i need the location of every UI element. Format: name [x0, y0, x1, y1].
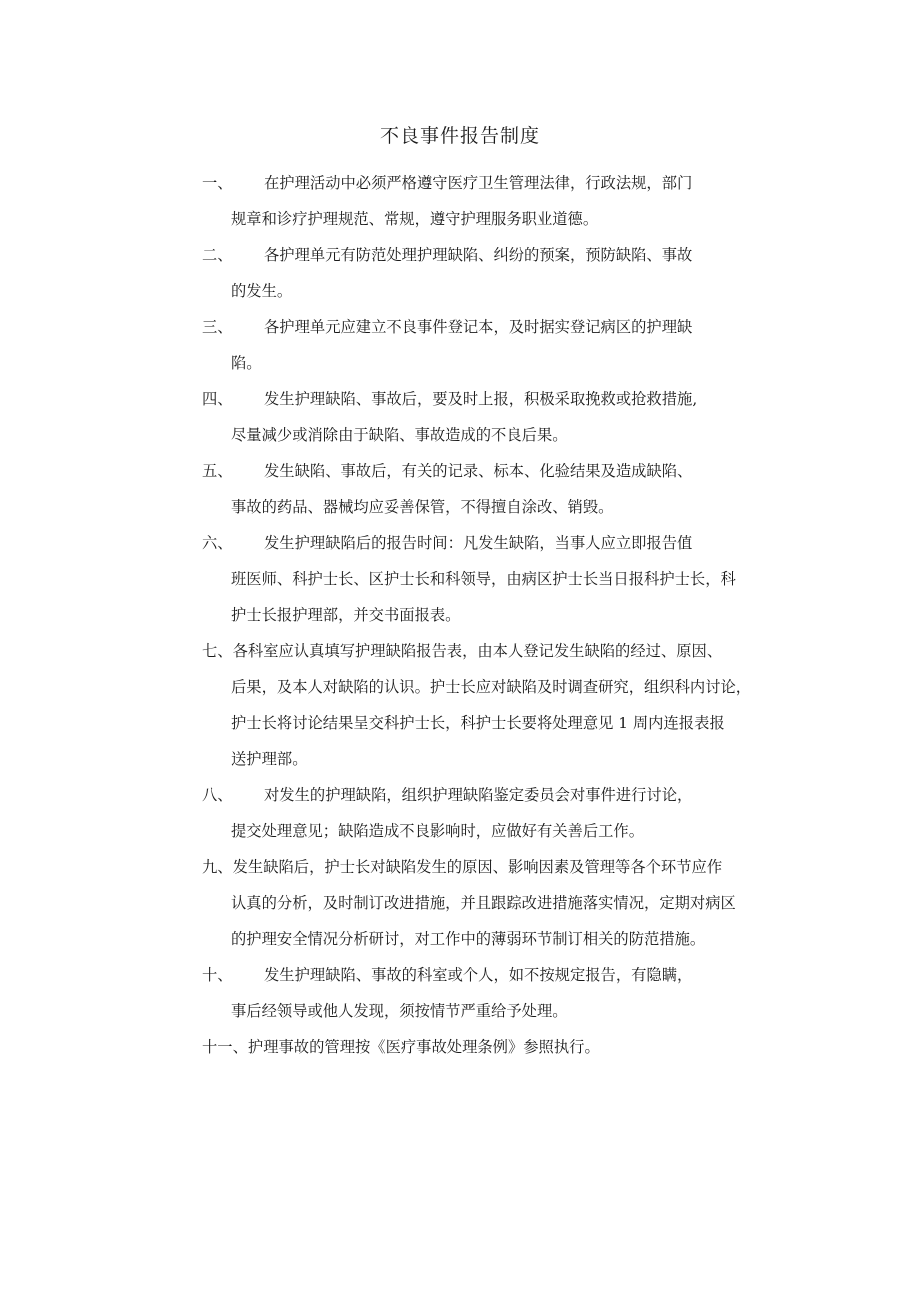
- item-first-line: [202, 525, 802, 561]
- item-text: 各护理单元有防范处理护理缺陷、纠纷的预案，预防缺陷、事故: [264, 246, 693, 264]
- regulation-item: [202, 453, 802, 525]
- item-continuation-line: [202, 201, 802, 237]
- item-text: 提交处理意见；缺陷造成不良影响时，应做好有关善后工作。: [231, 822, 645, 840]
- item-text: 发生护理缺陷后的报告时间：凡发生缺陷，当事人应立即报告值: [264, 534, 693, 552]
- item-first-line: [202, 309, 802, 345]
- page-title: 不良事件报告制度: [379, 125, 540, 147]
- item-continuation-line: [202, 597, 802, 633]
- item-number: 十一、: [202, 1038, 248, 1056]
- item-text: 后果，及本人对缺陷的认识。护士长应对缺陷及时调查研究，组织科内讨论，: [231, 678, 752, 696]
- item-number: 二、: [202, 246, 233, 264]
- item-continuation-line: [202, 705, 802, 741]
- item-text: 发生护理缺陷、事故的科室或个人，如不按规定报告，有隐瞒，: [264, 966, 693, 984]
- regulation-item: [202, 633, 802, 777]
- item-continuation-line: [202, 921, 802, 957]
- regulation-item: [202, 525, 802, 633]
- item-first-line: [202, 381, 802, 417]
- item-continuation-line: [202, 561, 802, 597]
- regulation-list: [202, 165, 802, 1065]
- item-text: 发生缺陷后，护士长对缺陷发生的原因、影响因素及管理等各个环节应作: [232, 858, 723, 876]
- item-text: 的护理安全情况分析研讨，对工作中的薄弱环节制订相关的防范措施。: [231, 930, 706, 948]
- item-first-line: [202, 237, 802, 273]
- item-first-line: [202, 777, 802, 813]
- item-text: 事故的药品、器械均应妥善保管，不得擅自涂改、销毁。: [231, 498, 614, 516]
- item-text: 护理事故的管理按《医疗事故处理条例》参照执行。: [247, 1038, 600, 1056]
- item-continuation-line: [202, 489, 802, 525]
- item-text: 的发生。: [231, 282, 293, 300]
- item-first-line: [202, 849, 802, 885]
- item-text: 陷。: [231, 354, 262, 372]
- regulation-item: [202, 381, 802, 453]
- item-first-line: [202, 957, 802, 993]
- item-text: 护士长将讨论结果呈交科护士长，科护士长要将处理意见 1 周内连报表报: [231, 714, 725, 732]
- item-continuation-line: [202, 669, 802, 705]
- item-text: 规章和诊疗护理规范、常规，遵守护理服务职业道德。: [231, 210, 599, 228]
- regulation-item: [202, 849, 802, 957]
- item-continuation-line: [202, 345, 802, 381]
- regulation-item: [202, 165, 802, 237]
- item-first-line: [202, 453, 802, 489]
- item-continuation-line: [202, 273, 802, 309]
- regulation-item: [202, 309, 802, 381]
- item-number: 四、: [202, 390, 233, 408]
- item-text: 尽量减少或消除由于缺陷、事故造成的不良后果。: [231, 426, 568, 444]
- item-continuation-line: [202, 813, 802, 849]
- item-text: 各护理单元应建立不良事件登记本，及时据实登记病区的护理缺: [264, 318, 693, 336]
- item-text: 发生缺陷、事故后，有关的记录、标本、化验结果及造成缺陷、: [264, 462, 693, 480]
- item-number: 十、: [202, 966, 233, 984]
- item-continuation-line: [202, 885, 802, 921]
- item-text: 护士长报护理部，并交书面报表。: [231, 606, 461, 624]
- item-continuation-line: [202, 741, 802, 777]
- item-continuation-line: [202, 993, 802, 1029]
- regulation-item: [202, 237, 802, 309]
- item-text: 班医师、科护士长、区护士长和科领导，由病区护士长当日报科护士长，科: [231, 570, 736, 588]
- item-text: 事后经领导或他人发现，须按情节严重给予处理。: [231, 1002, 568, 1020]
- item-first-line: [202, 165, 802, 201]
- item-text: 发生护理缺陷、事故后，要及时上报，积极采取挽救或抢救措施,: [264, 390, 698, 408]
- item-continuation-line: [202, 417, 802, 453]
- item-text: 对发生的护理缺陷，组织护理缺陷鉴定委员会对事件进行讨论，: [264, 786, 693, 804]
- regulation-item: [202, 957, 802, 1029]
- item-first-line: [202, 1029, 802, 1065]
- item-number: 一、: [202, 174, 233, 192]
- item-number: 六、: [202, 534, 233, 552]
- item-text: 送护理部。: [231, 750, 308, 768]
- item-text: 认真的分析，及时制订改进措施，并且跟踪改进措施落实情况，定期对病区: [231, 894, 736, 912]
- item-number: 七、: [202, 642, 233, 660]
- regulation-item: [202, 1029, 802, 1065]
- regulation-item: [202, 777, 802, 849]
- item-text: 各科室应认真填写护理缺陷报告表，由本人登记发生缺陷的经过、原因、: [232, 642, 723, 660]
- item-text: 在护理活动中必须严格遵守医疗卫生管理法律，行政法规，部门: [264, 174, 693, 192]
- item-number: 八、: [202, 786, 233, 804]
- item-number: 五、: [202, 462, 233, 480]
- item-first-line: [202, 633, 802, 669]
- item-number: 三、: [202, 318, 233, 336]
- item-number: 九、: [202, 858, 233, 876]
